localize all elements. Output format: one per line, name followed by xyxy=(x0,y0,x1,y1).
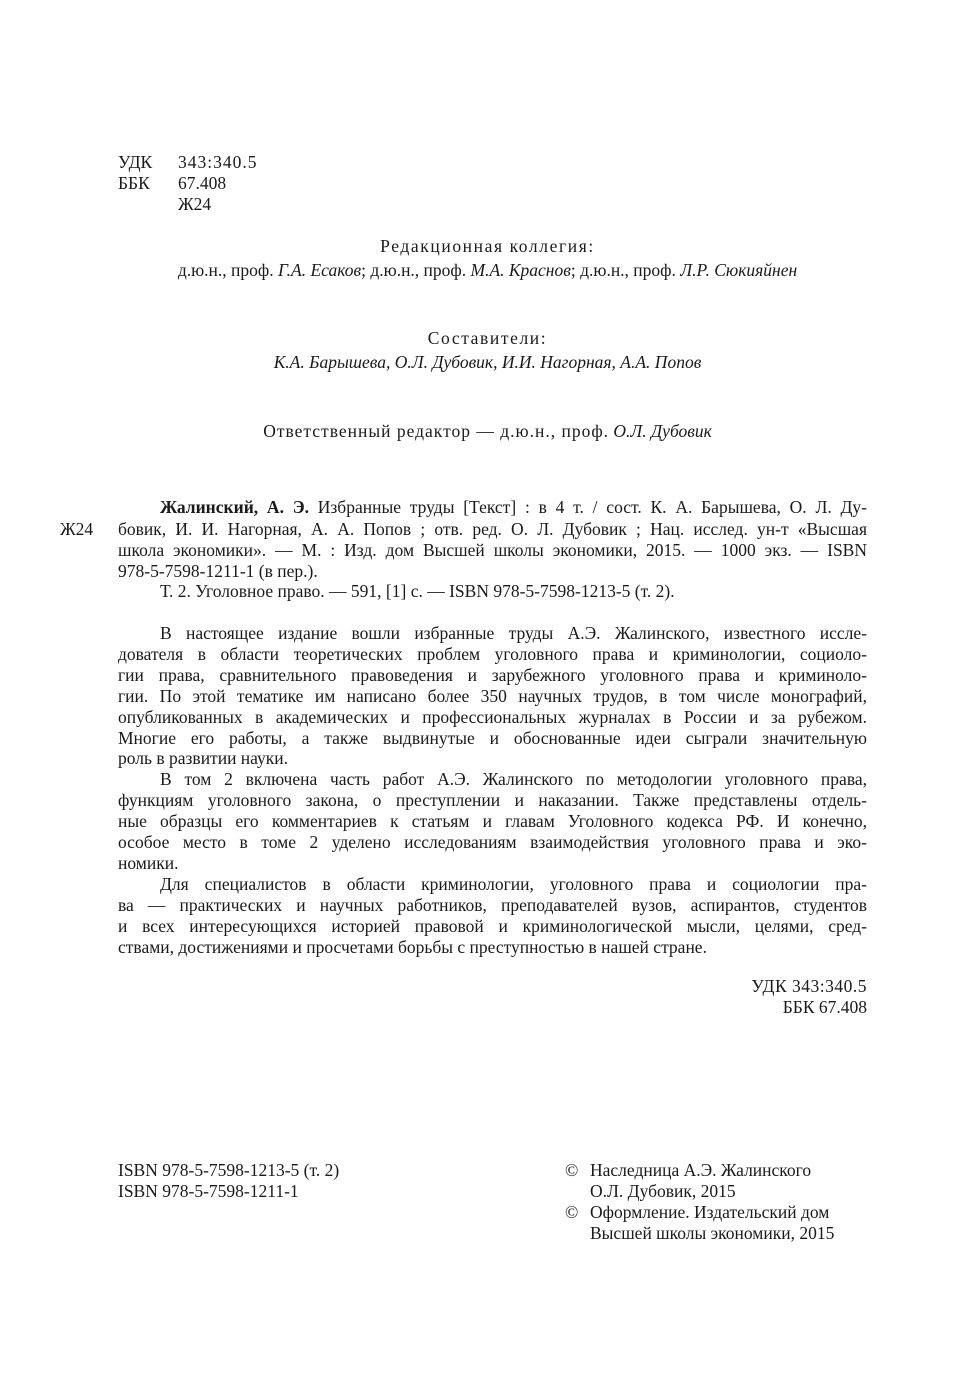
bib-text: Избранные труды [Текст] : в 4 т. / сост. К. А. Барышева, О. Л. Ду- xyxy=(308,497,867,517)
annotation-line: Для специалистов в области криминологии, уголовного права и социологии пра- xyxy=(160,873,867,894)
bbk-value: 67.408 xyxy=(178,173,227,193)
member-title: д.ю.н., проф. xyxy=(370,260,467,280)
annotation-line: гии права, сравнительного правоведения и зарубежного уголовного права и криминоло- xyxy=(118,664,867,685)
annotation-line: особое место в томе 2 уделено исследованиям взаимодействия уголовного права и эко- xyxy=(118,832,867,852)
annotation-line: и всех интересующихся историей правовой и криминологической мысли, целями, сред- xyxy=(118,915,867,936)
bib-author: Жалинский, А. Э. xyxy=(160,497,309,517)
bib-line: Т. 2. Уголовное право. — 591, [1] с. — ISBN 978-5-7598-1213-5 (т. 2). xyxy=(160,581,675,601)
annotation-line: роль в развитии науки. xyxy=(118,748,289,769)
udk-label: УДК xyxy=(118,152,153,172)
editorial-board-heading: Редакционная коллегия: xyxy=(380,236,595,256)
annotation-line: Многие его работы, а также выдвинутые и обоснованные идеи сыграли значительную xyxy=(118,727,867,748)
copyright-icon: © xyxy=(565,1202,579,1222)
bbk-label: ББК xyxy=(118,173,150,193)
annotation-line: дователя в области теоретических проблем уголовного права и криминологии, социоло- xyxy=(118,643,867,664)
isbn-set: ISBN 978-5-7598-1211-1 xyxy=(118,1181,299,1201)
udk-right: УДК 343:340.5 xyxy=(751,976,867,996)
annotation-line: гии. По этой тематике им написано более 350 научных трудов, в том числе монографий, xyxy=(118,685,867,706)
bib-line xyxy=(160,496,867,518)
responsible-editor-label: Ответственный редактор — д.ю.н., проф. xyxy=(263,421,610,441)
annotation-line: В том 2 включена часть работ А.Э. Жалинского по методологии уголовного права, xyxy=(160,769,867,790)
copyright-line: Оформление. Издательский дом xyxy=(590,1202,830,1222)
isbn-volume: ISBN 978-5-7598-1213-5 (т. 2) xyxy=(118,1160,340,1180)
copyright-line: О.Л. Дубовик, 2015 xyxy=(590,1181,736,1201)
compilers-names: К.А. Барышева, О.Л. Дубовик, И.И. Нагорная, А.А. Попов xyxy=(273,352,702,372)
annotation-line: опубликованных в академических и профессиональных журналах в России и за рубежом. xyxy=(118,706,867,727)
annotation-line: номики. xyxy=(118,852,179,873)
bbk-right: ББК 67.408 xyxy=(782,997,867,1017)
udk-value: 343:340.5 xyxy=(178,152,258,172)
responsible-editor xyxy=(0,420,975,442)
responsible-editor-name: О.Л. Дубовик xyxy=(613,421,712,441)
separator: ; xyxy=(570,260,576,280)
copyright-line: Наследница А.Э. Жалинского xyxy=(590,1160,812,1180)
copyright-line: Высшей школы экономики, 2015 xyxy=(590,1223,835,1243)
bib-line: бовик, И. И. Нагорная, А. А. Попов ; отв. ред. О. Л. Дубовик ; Нац. исслед. ун-т «Высшая xyxy=(118,519,867,539)
bib-line: школа экономики». — М. : Изд. дом Высшей школы экономики, 2015. — 1000 экз. — ISBN xyxy=(118,540,867,560)
member-name: Л.Р. Сюкияйнен xyxy=(680,260,798,280)
member-name: М.А. Краснов xyxy=(470,260,571,280)
member-title: д.ю.н., проф. xyxy=(177,260,274,280)
author-mark: Ж24 xyxy=(178,194,212,214)
annotation-line: В настоящее издание вошли избранные труды А.Э. Жалинского, известного иссле- xyxy=(160,623,867,643)
copyright-icon: © xyxy=(565,1160,579,1180)
compilers-heading: Составители: xyxy=(427,328,548,348)
member-title: д.ю.н., проф. xyxy=(580,260,676,280)
separator: ; xyxy=(361,260,366,280)
bib-line: 978-5-7598-1211-1 (в пер.). xyxy=(118,561,318,581)
annotation-line: ва — практических и научных работников, преподавателей вузов, аспирантов, студентов xyxy=(118,894,867,915)
author-mark-margin: Ж24 xyxy=(60,519,94,539)
editorial-board-members xyxy=(0,259,975,281)
annotation-line: функциям уголовного закона, о преступлении и наказании. Также представлены отдель- xyxy=(118,790,867,811)
member-name: Г.А. Есаков xyxy=(278,260,362,280)
annotation-line: ствами, достижениями и просчетами борьбы с преступностью в нашей стране. xyxy=(118,936,707,957)
annotation-line: ные образцы его комментариев к статьям и главам Уголовного кодекса РФ. И конечно, xyxy=(118,811,867,832)
